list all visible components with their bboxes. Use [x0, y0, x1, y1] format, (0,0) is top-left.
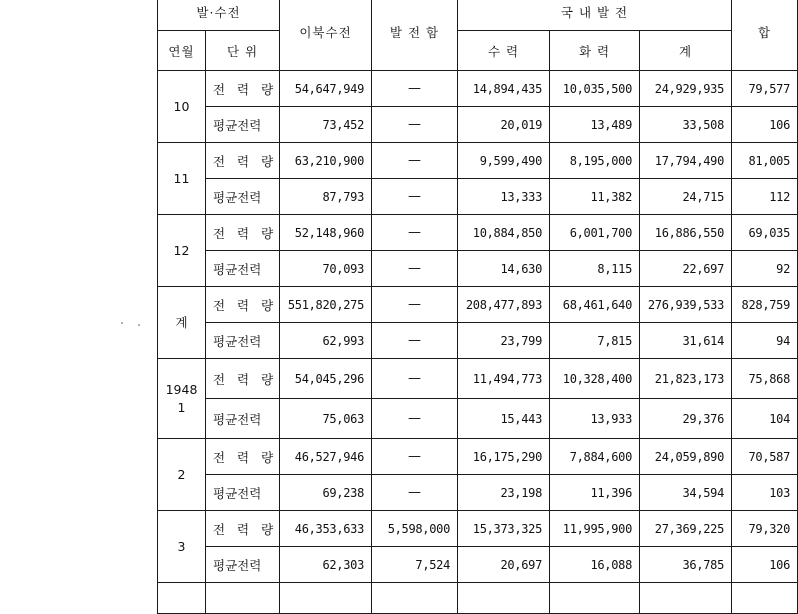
avg-total-cell: 112 — [732, 179, 798, 215]
energy-thermal-cell: 10,035,500 — [550, 71, 640, 107]
energy-baljeonham-cell: — — [372, 215, 458, 251]
unit-energy: 전 력 량 — [206, 359, 280, 399]
header-yeonwol: 연월 — [158, 31, 206, 71]
energy-ibuk-sujeon-cell: 551,820,275 — [280, 287, 372, 323]
energy-total-cell: 70,587 — [732, 439, 798, 475]
avg-hydro-cell: 13,333 — [458, 179, 550, 215]
table-row — [158, 359, 798, 399]
energy-subtotal-cell: 24,929,935 — [640, 71, 732, 107]
table-row — [158, 143, 798, 179]
energy-ibuk-sujeon-cell: 63,210,900 — [280, 143, 372, 179]
avg-total-cell: 94 — [732, 323, 798, 359]
avg-hydro-cell: 20,697 — [458, 547, 550, 583]
unit-average-power: 평균전력 — [206, 323, 280, 359]
energy-ibuk-sujeon-cell: 46,353,633 — [280, 511, 372, 547]
table-row — [158, 287, 798, 323]
empty-cell — [158, 583, 206, 614]
avg-total-cell: 92 — [732, 251, 798, 287]
energy-ibuk-sujeon-cell: 54,045,296 — [280, 359, 372, 399]
period-label: 계 — [175, 314, 188, 330]
avg-baljeonham-cell: — — [372, 399, 458, 439]
table-body — [158, 71, 798, 614]
energy-subtotal-cell: 276,939,533 — [640, 287, 732, 323]
energy-ibuk-sujeon-cell: 46,527,946 — [280, 439, 372, 475]
table-row — [158, 71, 798, 107]
scan-speck — [138, 324, 140, 326]
unit-average-power: 평균전력 — [206, 547, 280, 583]
header-baljeonham: 발 전 함 — [372, 0, 458, 71]
table-row — [158, 251, 798, 287]
energy-hydro-cell: 9,599,490 — [458, 143, 550, 179]
period-label: 12 — [173, 242, 190, 258]
avg-hydro-cell: 20,019 — [458, 107, 550, 143]
period-label: 1 — [177, 399, 186, 415]
table-row-partial — [158, 583, 798, 614]
avg-thermal-cell: 8,115 — [550, 251, 640, 287]
table-header — [158, 0, 798, 71]
energy-hydro-cell: 16,175,290 — [458, 439, 550, 475]
header-bal-sujeon: 발·수전 — [158, 0, 280, 31]
avg-ibuk-sujeon-cell: 73,452 — [280, 107, 372, 143]
period-cell — [158, 143, 206, 215]
table-row — [158, 215, 798, 251]
energy-subtotal-cell: 17,794,490 — [640, 143, 732, 179]
unit-energy: 전 력 량 — [206, 71, 280, 107]
avg-baljeonham-cell: — — [372, 251, 458, 287]
avg-baljeonham-cell: 7,524 — [372, 547, 458, 583]
header-ibuk-sujeon: 이북수전 — [280, 0, 372, 71]
energy-subtotal-cell: 21,823,173 — [640, 359, 732, 399]
avg-subtotal-cell: 31,614 — [640, 323, 732, 359]
avg-thermal-cell: 13,933 — [550, 399, 640, 439]
avg-baljeonham-cell: — — [372, 107, 458, 143]
period-cell — [158, 71, 206, 143]
energy-subtotal-cell: 16,886,550 — [640, 215, 732, 251]
avg-baljeonham-cell: — — [372, 323, 458, 359]
unit-average-power: 평균전력 — [206, 179, 280, 215]
energy-ibuk-sujeon-cell: 54,647,949 — [280, 71, 372, 107]
energy-baljeonham-cell: 5,598,000 — [372, 511, 458, 547]
energy-thermal-cell: 8,195,000 — [550, 143, 640, 179]
energy-baljeonham-cell: — — [372, 359, 458, 399]
avg-ibuk-sujeon-cell: 69,238 — [280, 475, 372, 511]
unit-average-power: 평균전력 — [206, 107, 280, 143]
empty-cell — [458, 583, 550, 614]
avg-ibuk-sujeon-cell: 62,993 — [280, 323, 372, 359]
energy-total-cell: 69,035 — [732, 215, 798, 251]
avg-subtotal-cell: 29,376 — [640, 399, 732, 439]
avg-thermal-cell: 16,088 — [550, 547, 640, 583]
avg-thermal-cell: 13,489 — [550, 107, 640, 143]
avg-subtotal-cell: 34,594 — [640, 475, 732, 511]
table-row — [158, 179, 798, 215]
period-cell — [158, 439, 206, 511]
table-row — [158, 439, 798, 475]
avg-hydro-cell: 23,799 — [458, 323, 550, 359]
avg-total-cell: 104 — [732, 399, 798, 439]
avg-hydro-cell: 23,198 — [458, 475, 550, 511]
scan-speck — [121, 322, 123, 324]
table-row — [158, 323, 798, 359]
unit-energy: 전 력 량 — [206, 287, 280, 323]
avg-hydro-cell: 15,443 — [458, 399, 550, 439]
energy-hydro-cell: 14,894,435 — [458, 71, 550, 107]
avg-subtotal-cell: 36,785 — [640, 547, 732, 583]
avg-ibuk-sujeon-cell: 75,063 — [280, 399, 372, 439]
period-cell — [158, 511, 206, 583]
energy-baljeonham-cell: — — [372, 439, 458, 475]
avg-baljeonham-cell: — — [372, 475, 458, 511]
table-row — [158, 475, 798, 511]
energy-thermal-cell: 6,001,700 — [550, 215, 640, 251]
unit-energy: 전 력 량 — [206, 439, 280, 475]
energy-thermal-cell: 68,461,640 — [550, 287, 640, 323]
energy-hydro-cell: 15,373,325 — [458, 511, 550, 547]
period-cell — [158, 215, 206, 287]
avg-thermal-cell: 11,382 — [550, 179, 640, 215]
period-label: 3 — [177, 538, 186, 554]
unit-energy: 전 력 량 — [206, 143, 280, 179]
period-year: 1948 — [165, 381, 198, 397]
power-statistics-table — [157, 0, 798, 614]
header-danwi: 단 위 — [206, 31, 280, 71]
unit-energy: 전 력 량 — [206, 511, 280, 547]
header-thermal: 화 력 — [550, 31, 640, 71]
table-row — [158, 547, 798, 583]
energy-hydro-cell: 208,477,893 — [458, 287, 550, 323]
empty-cell — [640, 583, 732, 614]
avg-subtotal-cell: 33,508 — [640, 107, 732, 143]
avg-total-cell: 106 — [732, 547, 798, 583]
avg-subtotal-cell: 24,715 — [640, 179, 732, 215]
energy-baljeonham-cell: — — [372, 287, 458, 323]
table-row — [158, 399, 798, 439]
energy-thermal-cell: 7,884,600 — [550, 439, 640, 475]
avg-baljeonham-cell: — — [372, 179, 458, 215]
energy-total-cell: 75,868 — [732, 359, 798, 399]
energy-total-cell: 828,759 — [732, 287, 798, 323]
avg-ibuk-sujeon-cell: 70,093 — [280, 251, 372, 287]
empty-cell — [372, 583, 458, 614]
period-label: 11 — [173, 170, 190, 186]
empty-cell — [280, 583, 372, 614]
empty-cell — [732, 583, 798, 614]
avg-subtotal-cell: 22,697 — [640, 251, 732, 287]
avg-hydro-cell: 14,630 — [458, 251, 550, 287]
energy-subtotal-cell: 27,369,225 — [640, 511, 732, 547]
period-label: 2 — [177, 466, 186, 482]
header-subtotal: 계 — [640, 31, 732, 71]
energy-total-cell: 81,005 — [732, 143, 798, 179]
table-row — [158, 511, 798, 547]
energy-total-cell: 79,577 — [732, 71, 798, 107]
energy-thermal-cell: 11,995,900 — [550, 511, 640, 547]
energy-ibuk-sujeon-cell: 52,148,960 — [280, 215, 372, 251]
energy-total-cell: 79,320 — [732, 511, 798, 547]
energy-thermal-cell: 10,328,400 — [550, 359, 640, 399]
empty-cell — [550, 583, 640, 614]
period-cell — [158, 287, 206, 359]
header-hydro: 수 력 — [458, 31, 550, 71]
empty-cell — [206, 583, 280, 614]
avg-total-cell: 103 — [732, 475, 798, 511]
header-total: 합 — [732, 0, 798, 71]
avg-ibuk-sujeon-cell: 87,793 — [280, 179, 372, 215]
energy-hydro-cell: 10,884,850 — [458, 215, 550, 251]
avg-thermal-cell: 11,396 — [550, 475, 640, 511]
avg-total-cell: 106 — [732, 107, 798, 143]
energy-baljeonham-cell: — — [372, 143, 458, 179]
period-label: 10 — [173, 98, 190, 114]
energy-subtotal-cell: 24,059,890 — [640, 439, 732, 475]
unit-average-power: 평균전력 — [206, 475, 280, 511]
energy-baljeonham-cell: — — [372, 71, 458, 107]
header-domestic-generation: 국 내 발 전 — [458, 0, 732, 31]
table-row — [158, 107, 798, 143]
period-cell — [158, 359, 206, 439]
avg-thermal-cell: 7,815 — [550, 323, 640, 359]
unit-energy: 전 력 량 — [206, 215, 280, 251]
avg-ibuk-sujeon-cell: 62,303 — [280, 547, 372, 583]
unit-average-power: 평균전력 — [206, 251, 280, 287]
energy-hydro-cell: 11,494,773 — [458, 359, 550, 399]
unit-average-power: 평균전력 — [206, 399, 280, 439]
